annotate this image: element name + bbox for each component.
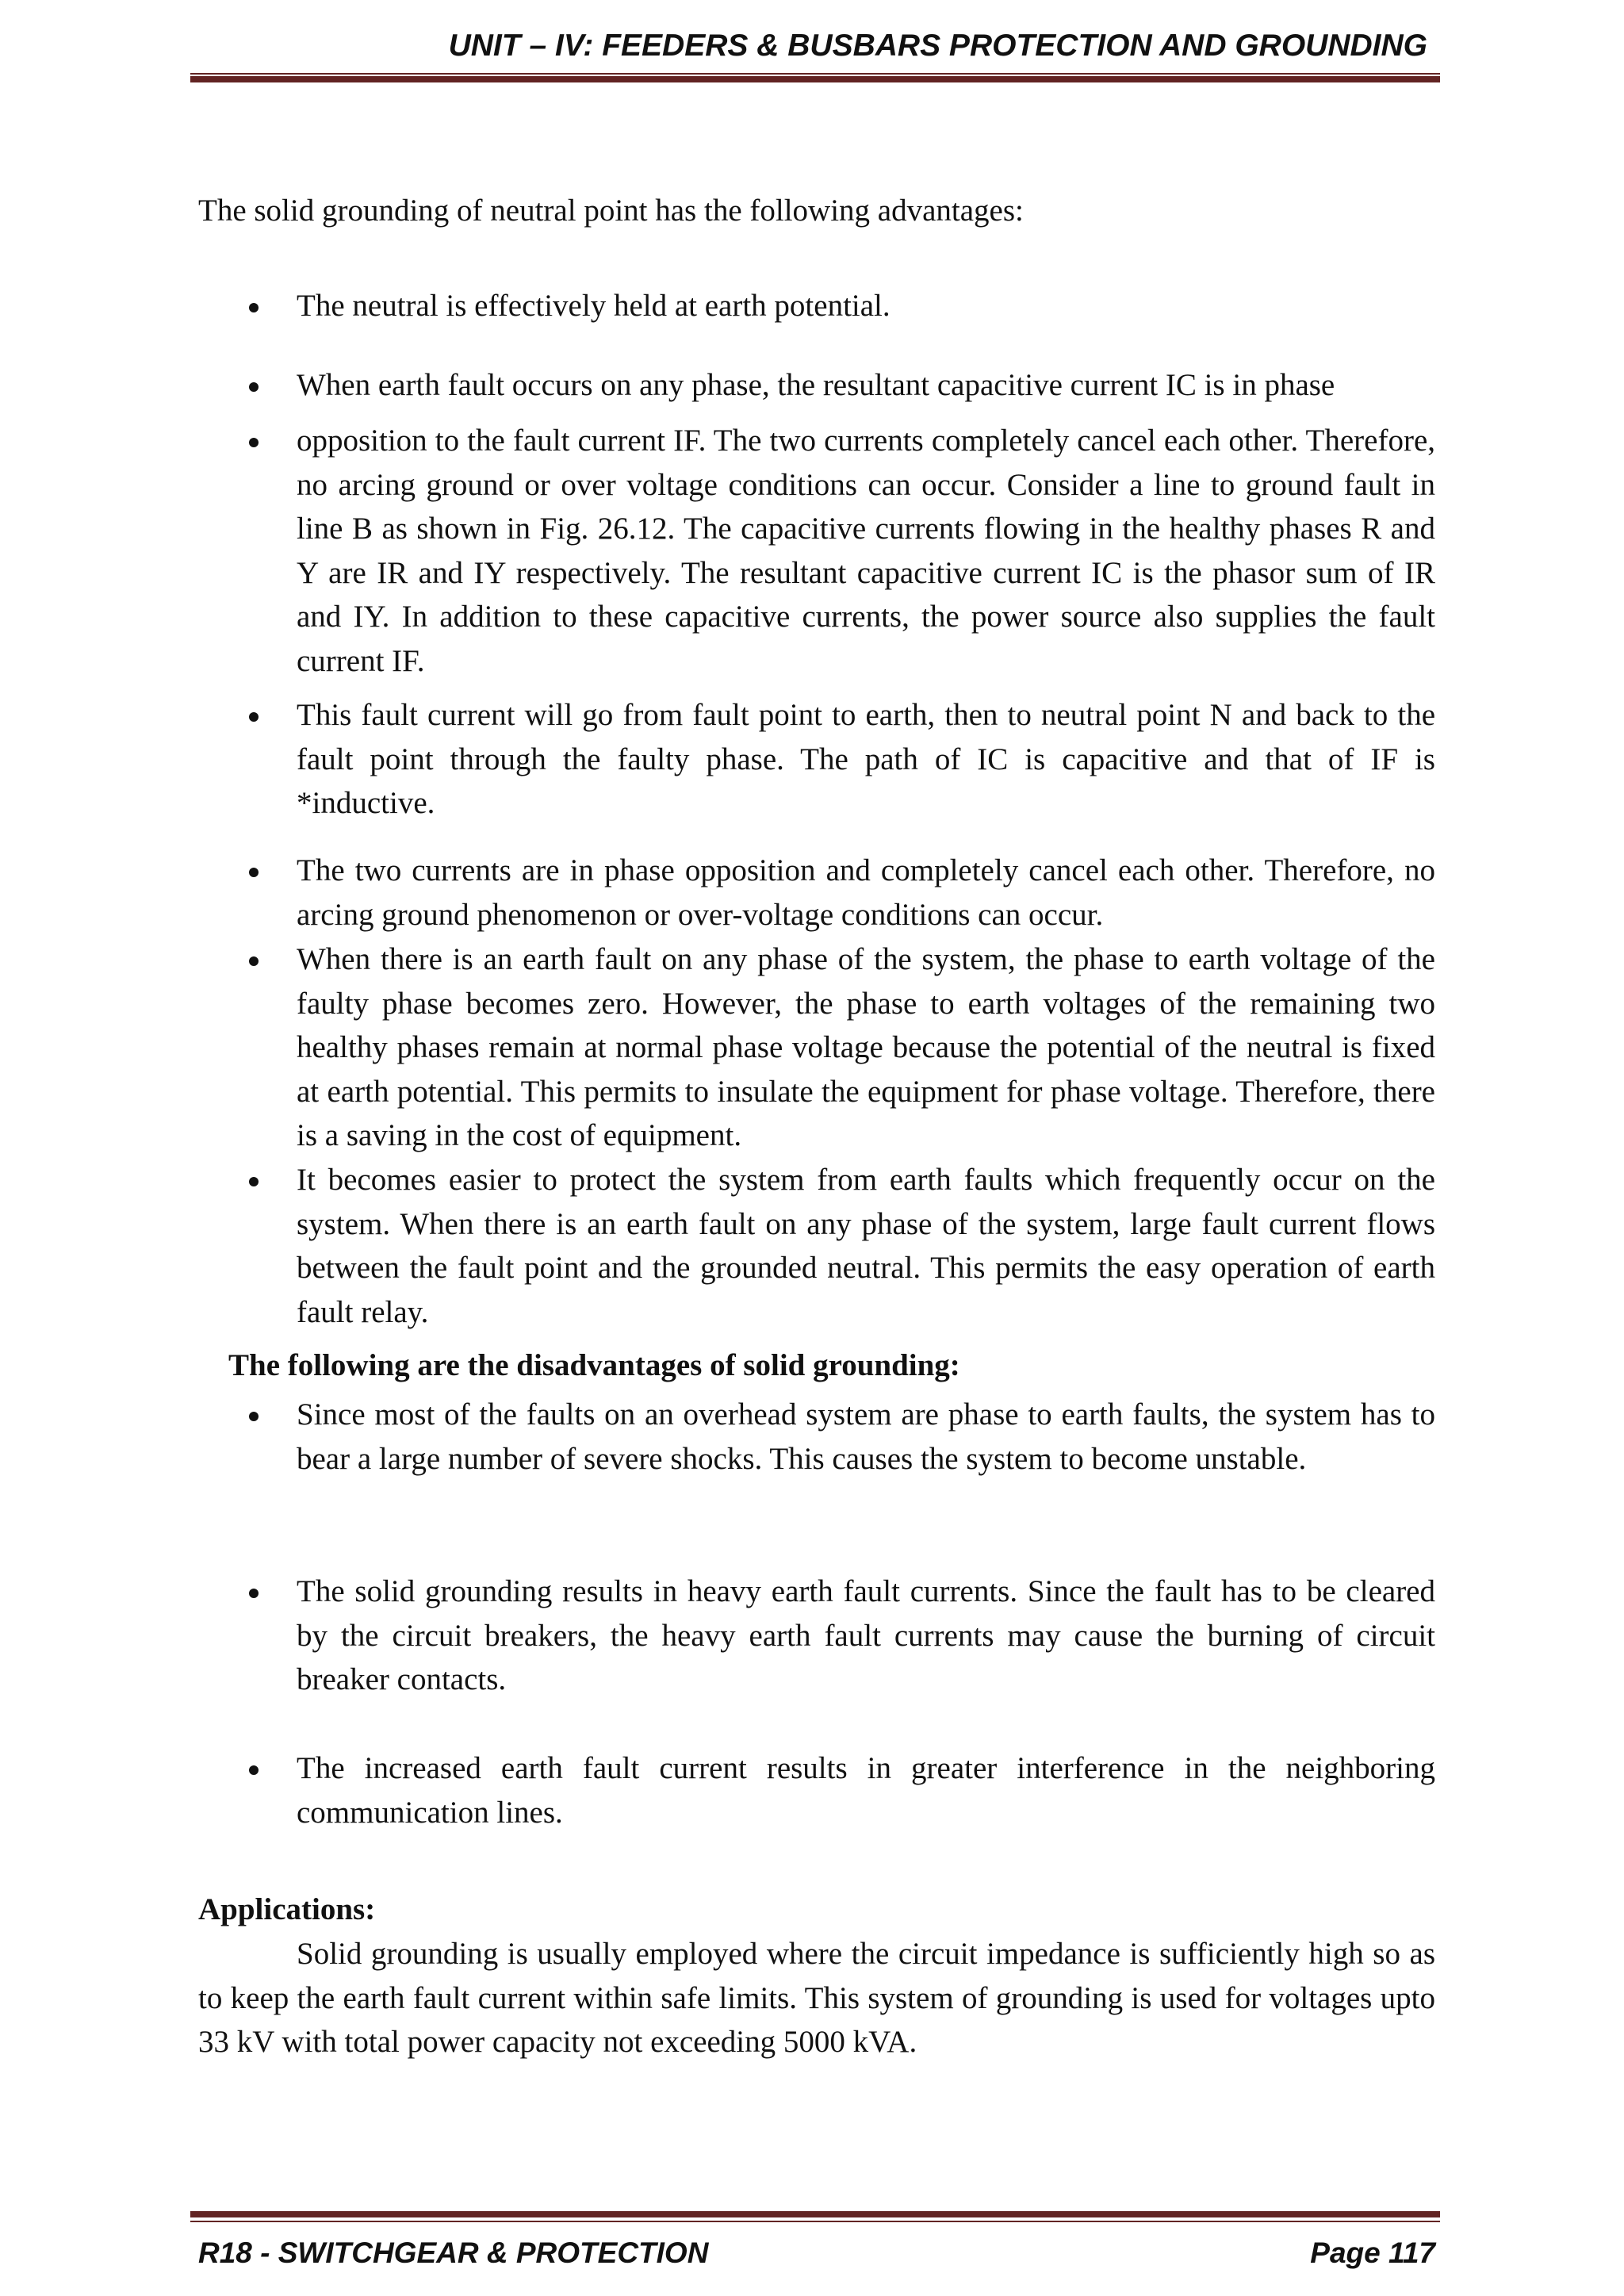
header-rule-thin: [190, 73, 1440, 75]
footer-rule-thick: [190, 2211, 1440, 2217]
bullet-icon: [249, 712, 259, 722]
bullet-icon: [249, 1412, 259, 1421]
applications-paragraph: Solid grounding is usually employed where the circuit impedance is sufficiently high so as to keep the earth fault current within safe limits. This system of grounding is used for voltages upto 33 kV with total power capacity not exceeding 5000 kVA.: [198, 1937, 1435, 2059]
intro-paragraph: The solid grounding of neutral point has the following advantages:: [198, 194, 1024, 228]
bullet-icon: [249, 868, 259, 877]
bullet-icon: [249, 1765, 259, 1775]
footer-course-title: R18 - SWITCHGEAR & PROTECTION: [198, 2237, 709, 2269]
disadvantages-heading: The following are the disadvantages of solid grounding:: [228, 1348, 960, 1382]
footer-rule-thin: [190, 2221, 1440, 2222]
bullet-icon: [249, 438, 259, 447]
list-item-text: When earth fault occurs on any phase, the resultant capacitive current IC is in phase: [297, 368, 1335, 402]
bullet-icon: [249, 956, 259, 966]
bullet-icon: [249, 382, 259, 392]
footer-page-number: Page 117: [1310, 2237, 1435, 2269]
list-item-text: The neutral is effectively held at earth potential.: [297, 289, 891, 323]
bullet-icon: [249, 303, 259, 312]
list-item-text: It becomes easier to protect the system from earth faults which frequently occur on the system. When there is an earth fault on any phase of the system, large fault current flows between the fault point and the grounded neutral. This permits the easy operation of earth fault relay.: [297, 1163, 1435, 1329]
bullet-icon: [249, 1589, 259, 1598]
list-item-text: The two currents are in phase opposition and completely cancel each other. Therefore, no arcing ground phenomenon or over-voltage conditions can occur.: [297, 853, 1435, 932]
header-rule-thick: [190, 76, 1440, 82]
bullet-icon: [249, 1177, 259, 1186]
list-item-text: Since most of the faults on an overhead system are phase to earth faults, the system has to bear a large number of severe shocks. This causes the system to become unstable.: [297, 1397, 1435, 1476]
applications-heading: Applications:: [198, 1892, 376, 1926]
list-item-text: The solid grounding results in heavy earth fault currents. Since the fault has to be cleared by the circuit breakers, the heavy earth fault currents may cause the burning of circuit breaker contacts.: [297, 1574, 1435, 1696]
list-item-text: This fault current will go from fault point to earth, then to neutral point N and back to the fault point through the faulty phase. The path of IC is capacitive and that of IF is *inductive.: [297, 698, 1435, 820]
list-item-text: opposition to the fault current IF. The two currents completely cancel each other. Therefore, no arcing ground or over voltage conditions can occur. Consider a line to ground fault in line B as shown in Fig. 26.12. The capacitive currents flowing in the healthy phases R and Y are IR and IY respectively. The resultant capacitive current IC is the phasor sum of IR and IY. In addition to these capacitive currents, the power source also supplies the fault current IF.: [297, 424, 1435, 678]
list-item-text: The increased earth fault current results in greater interference in the neighboring communication lines.: [297, 1751, 1435, 1830]
list-item-text: When there is an earth fault on any phase of the system, the phase to earth voltage of the faulty phase becomes zero. However, the phase to earth voltages of the remaining two healthy phases remain at normal phase voltage because the potential of the neutral is fixed at earth potential. This permits to insulate the equipment for phase voltage. Therefore, there is a saving in the cost of equipment.: [297, 942, 1435, 1152]
page-header-title: UNIT – IV: FEEDERS & BUSBARS PROTECTION AND GROUNDING: [448, 29, 1427, 63]
